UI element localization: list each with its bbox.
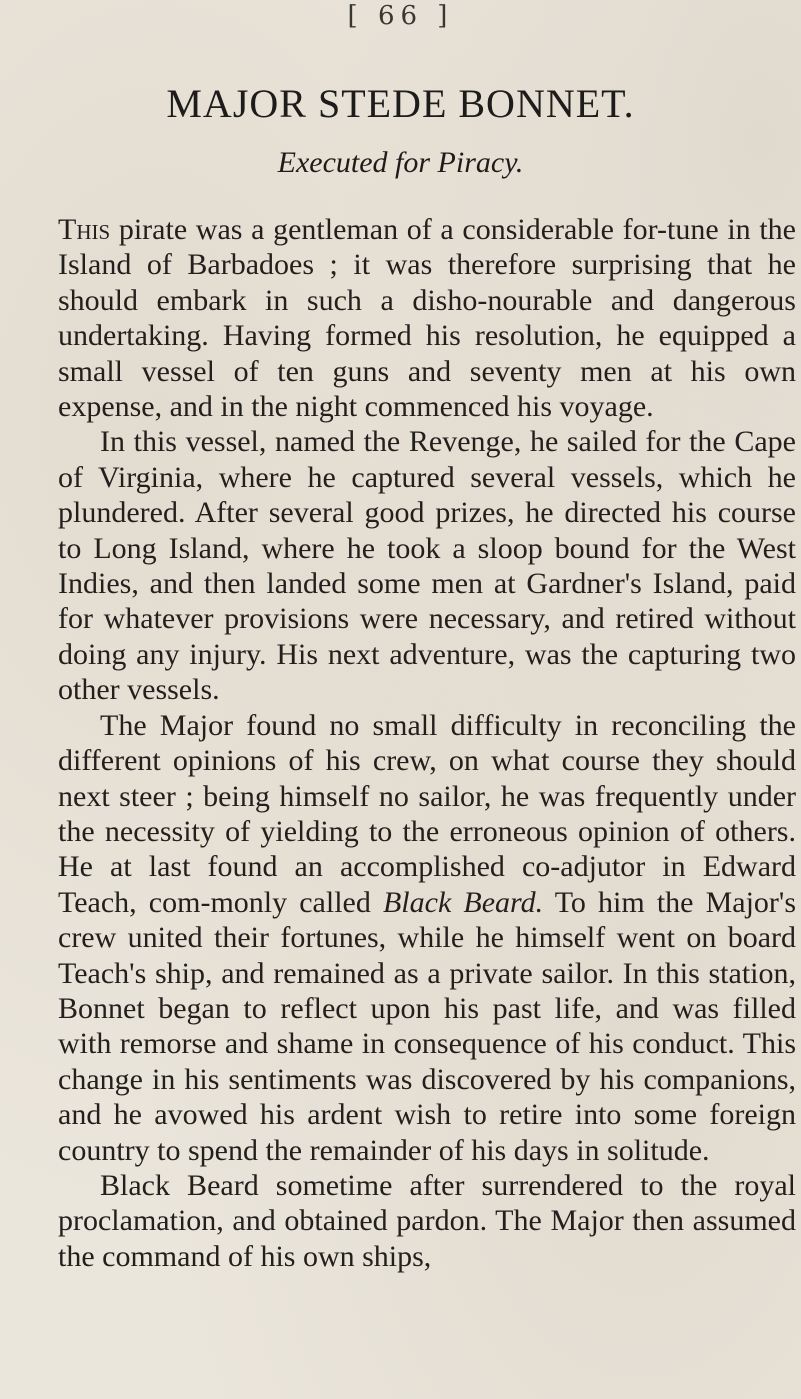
paragraph-3 [58, 708, 796, 1168]
paragraph-2: In this vessel, named the Revenge, he sailed for the Cape of Virginia, where he captured several vessels, which he plundered. After several good prizes, he directed his course to Long Island, where he took a sloop bound for the West Indies, and then landed some men at Gardner's Island, paid for whatever provisions were necessary, and retired without doing any injury. His next adventure, was the capturing two other vessels. [58, 425, 796, 707]
paragraph-4: Black Beard sometime after surrendered to the royal proclamation, and obtained pardon. The Major then assumed the command of his own ships, [58, 1168, 796, 1273]
paragraph-3-text-before: The Major found no small difficulty in reconciling the different opinions of his crew, on what course they should next steer ; being himself no sailor, he was frequently under the necessity of yielding to the erroneous opinion of others. He at last found an accomplished co-adjutor in Edward Teach, com-monly called [58, 708, 796, 919]
paragraph-1-text: pirate was a gentleman of a considerable for-tune in the Island of Barbadoes ; it was therefore surprising that he should embark in such a disho-nourable and dangerous undertaking. Having formed his resolution, he equipped a small vessel of ten guns and seventy men at his own expense, and in the night commenced his voyage. [58, 213, 796, 424]
body-text [58, 212, 796, 1274]
paragraph-lead-word: This [58, 213, 111, 246]
page-number: [ 66 ] [347, 1, 454, 31]
chapter-subtitle: Executed for Piracy. [277, 146, 524, 179]
paragraph-1 [58, 212, 796, 424]
paragraph-3-italic-name: Black Beard. [382, 885, 544, 919]
chapter-title: MAJOR STEDE BONNET. [166, 81, 635, 126]
paragraph-3-text-after: To him the Major's crew united their fortunes, while he himself went on board Teach's ship, and remained as a private sailor. In this station, Bonnet began to reflect upon his past life, and was filled with remorse and shame in consequence of his conduct. This change in his sentiments was discovered by his companions, and he avowed his ardent wish to retire into some foreign country to spend the remainder of his days in solitude. [58, 885, 797, 1167]
